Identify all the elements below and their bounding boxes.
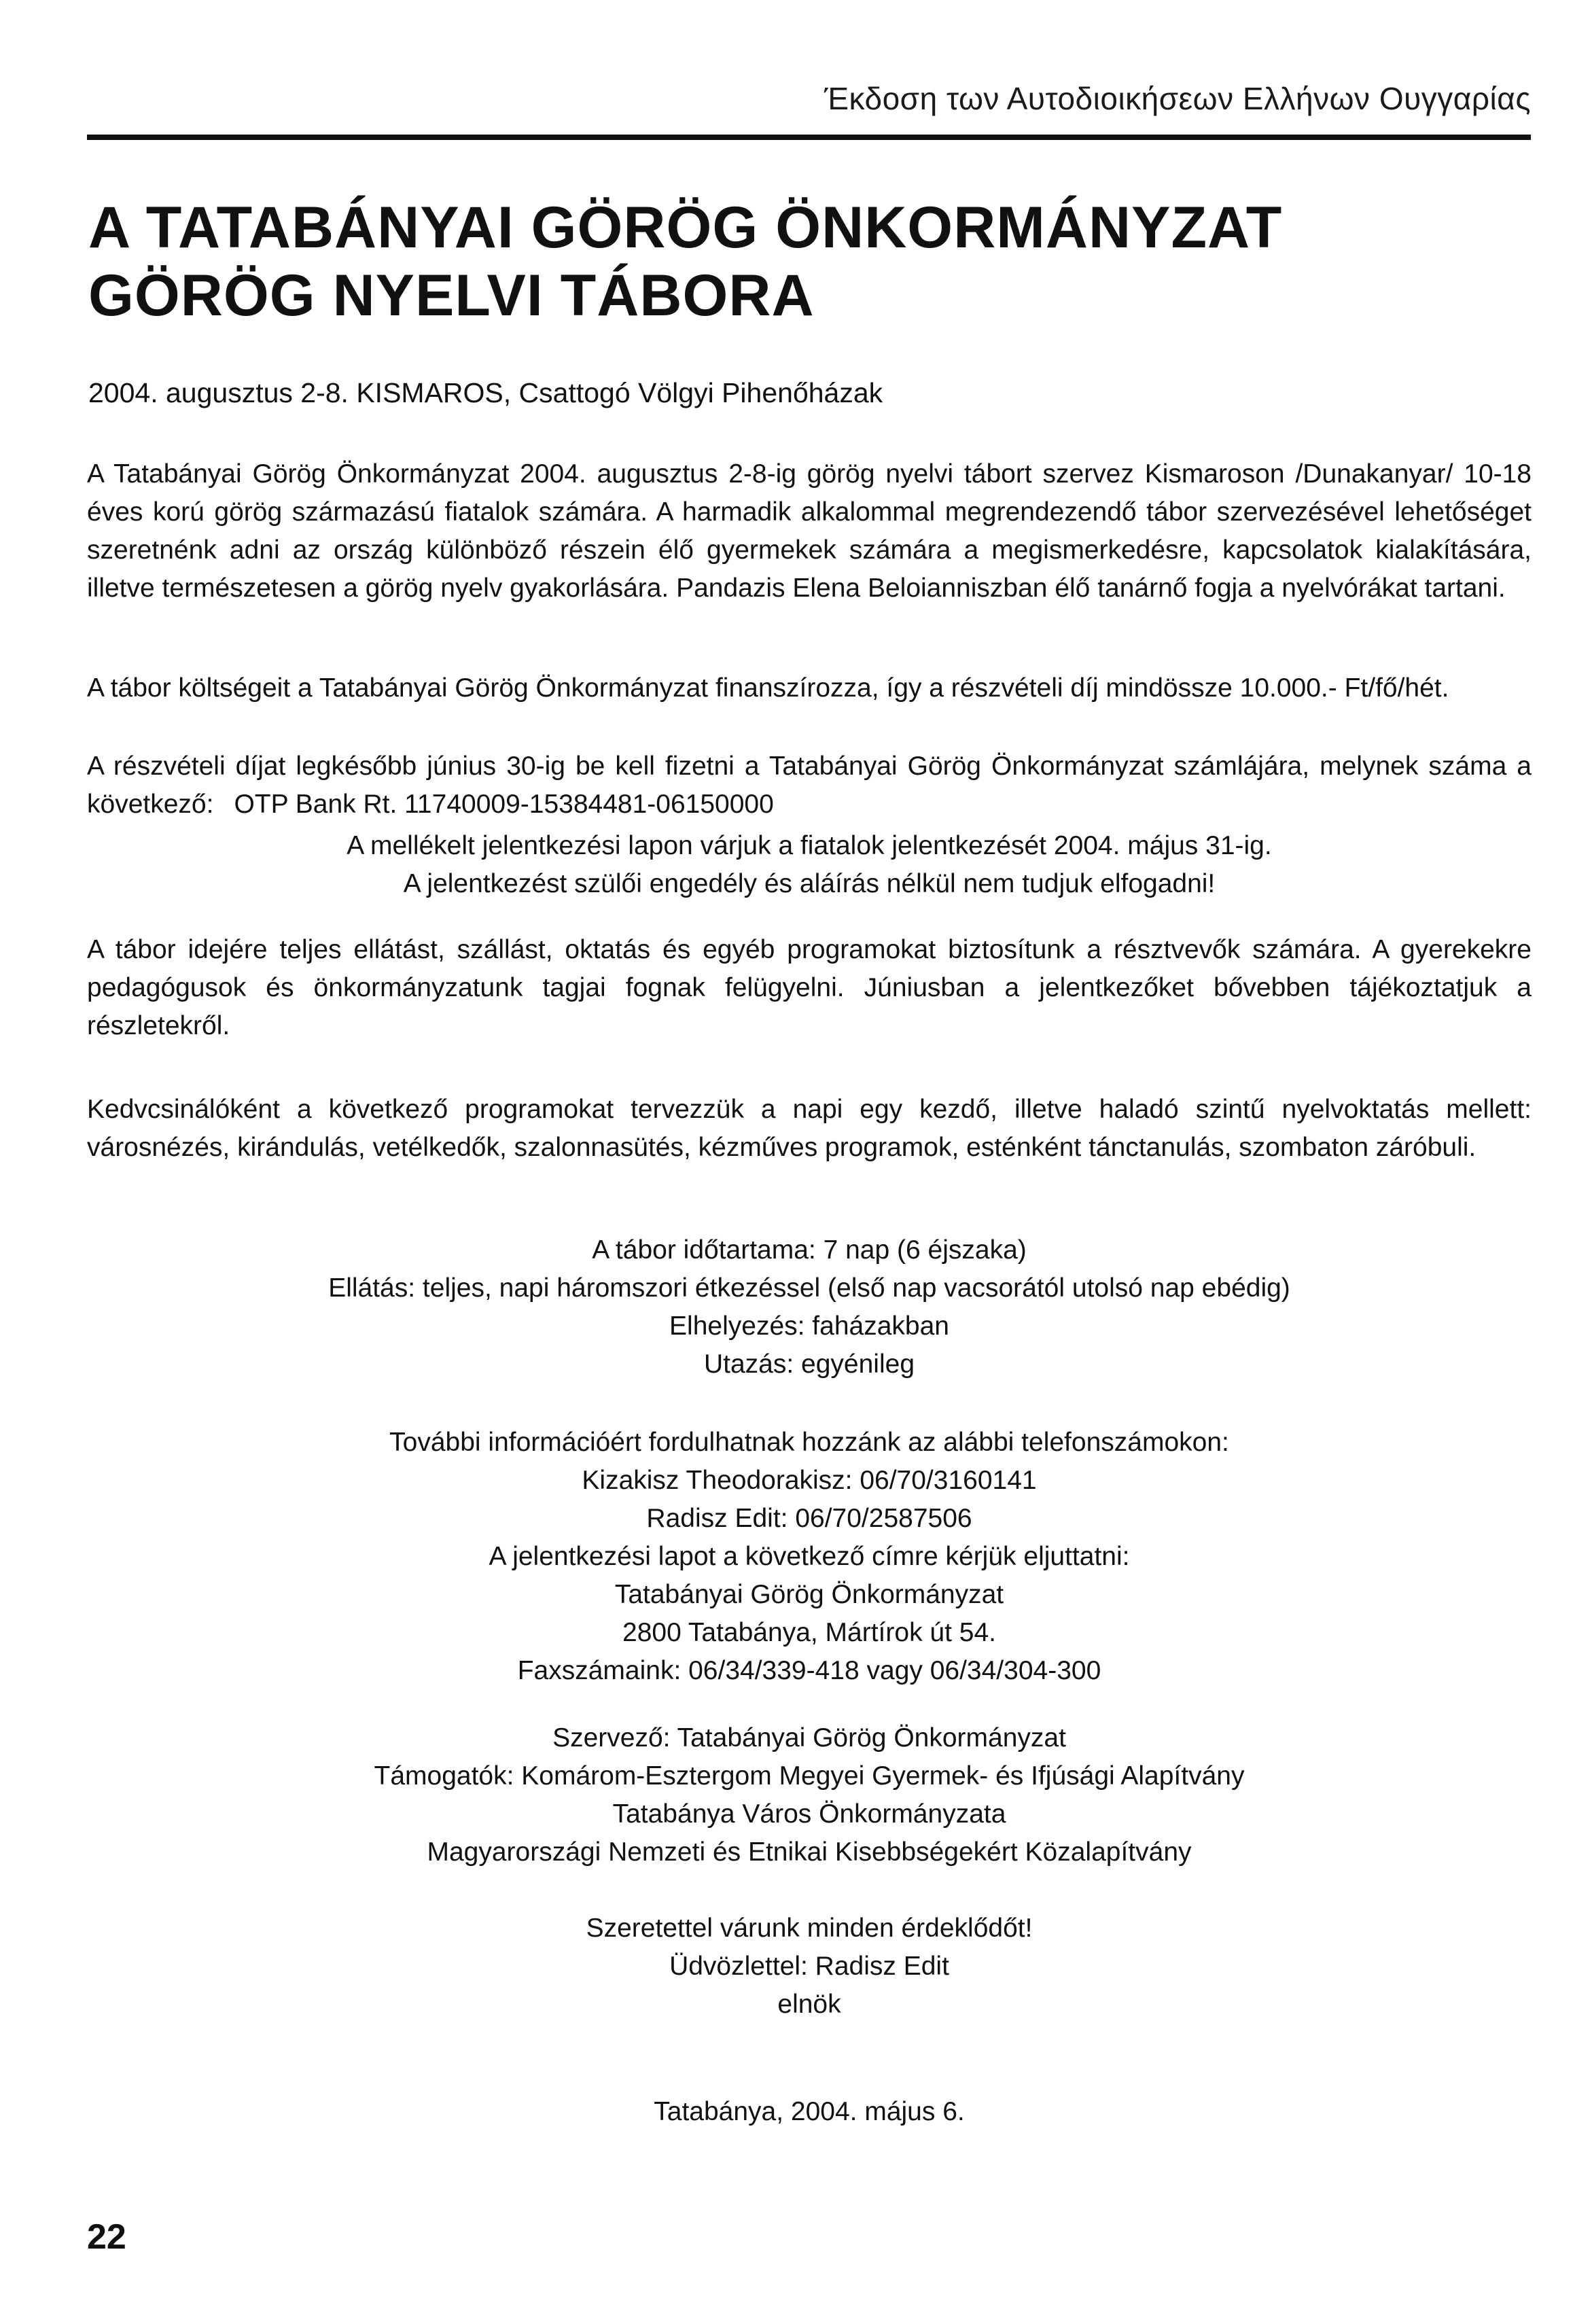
costs-text: A tábor költségeit a Tatabányai Görög Önkormányzat finanszírozza, így a részvételi díj mindössze 10.000.- Ft/fő/hét. <box>87 673 1449 703</box>
payment-block <box>87 747 1532 824</box>
programs-paragraph <box>87 1091 1532 1167</box>
bank-account: OTP Bank Rt. 11740009-15384481-06150000 <box>234 790 774 819</box>
running-header: Έκδοση των Αυτοδιοικήσεων Ελλήνων Ουγγαρίας <box>824 81 1531 116</box>
contact-org: Tatabányai Görög Önkormányzat <box>614 1580 1004 1609</box>
intro-text: A Tatabányai Görög Önkormányzat 2004. augusztus 2-8-ig görög nyelvi tábort szervez Kismaroson /Dunakanyar/ 10-18 éves korú görög származású fiatalok számára. A harmadik alkalommal megrendezendő tábor szervezésével lehetőséget szeretnénk adni az ország különböző részein élő gyermekek számára a megismerkedésre, kapcsolatok kialakítására, illetve természetesen a görög nyelv gyakorlására. Pandazis Elena Beloianniszban élő tanárnő fogja a nyelvórákat tartani. <box>87 459 1532 603</box>
sponsors-block <box>87 1719 1532 1871</box>
intro-paragraph <box>87 455 1532 608</box>
payment-paragraph <box>87 747 1532 824</box>
title-line-1: A TATABÁNYAI GÖRÖG ÖNKORMÁNYZAT <box>88 195 1283 260</box>
registration-line-1: A mellékelt jelentkezési lapon várjuk a fiatalok jelentkezését 2004. május 31-ig. <box>347 831 1272 860</box>
programs-text: Kedvcsinálóként a következő programokat tervezzük a napi egy kezdő, illetve haladó szintű nyelvoktatás mellett: városnézés, kirándulás, vetélkedők, szalonnasütés, kézműves programok, esténként tánctanulás, szombaton záróbuli. <box>87 1095 1532 1162</box>
contact-phone-2: Radisz Edit: 06/70/2587506 <box>646 1504 972 1533</box>
place-date-text: Tatabánya, 2004. május 6. <box>654 2097 965 2126</box>
organizer-line: Szervező: Tatabányai Görög Önkormányzat <box>552 1723 1066 1753</box>
costs-paragraph <box>87 669 1532 707</box>
closing-block <box>87 1909 1532 2024</box>
registration-line-2: A jelentkezést szülői engedély és aláírás nélkül nem tudjuk elfogadni! <box>403 869 1216 898</box>
supporter-line-2: Tatabánya Város Önkormányzata <box>612 1799 1006 1829</box>
contact-phone-1: Kizakisz Theodorakisz: 06/70/3160141 <box>582 1466 1037 1495</box>
dateline: 2004. augusztus 2-8. KISMAROS, Csattogó Völgyi Pihenőházak <box>88 377 883 408</box>
provision-text: A tábor idejére teljes ellátást, szállást, oktatás és egyéb programokat biztosítunk a résztvevők számára. A gyerekekre pedagógusok és önkormányzatunk tagjai fognak felügyelni. Júniusban a jelentkezőket bővebben tájékoztatjuk a részletekről. <box>87 935 1532 1040</box>
registration-notice <box>87 827 1532 903</box>
meals-line: Ellátás: teljes, napi háromszori étkezéssel (első nap vacsorától utolsó nap ebédig) <box>328 1273 1290 1303</box>
closing-role: elnök <box>777 1990 841 2019</box>
contact-address: 2800 Tatabánya, Mártírok út 54. <box>622 1618 996 1647</box>
page-title <box>88 194 1282 330</box>
contact-send-to: A jelentkezési lapot a következő címre kérjük eljuttatni: <box>489 1542 1130 1571</box>
closing-regards: Üdvözlettel: Radisz Edit <box>669 1952 949 1981</box>
contact-fax: Faxszámaink: 06/34/339-418 vagy 06/34/304-300 <box>517 1656 1101 1685</box>
provision-paragraph <box>87 931 1532 1045</box>
camp-details <box>87 1231 1532 1384</box>
contact-intro: További információért fordulhatnak hozzánk az alábbi telefonszámokon: <box>389 1428 1229 1457</box>
place-date <box>87 2093 1532 2131</box>
header-rule <box>87 135 1531 140</box>
page-number: 22 <box>87 2217 126 2257</box>
supporter-line-1: Támogatók: Komárom-Esztergom Megyei Gyermek- és Ifjúsági Alapítvány <box>374 1761 1245 1791</box>
duration-line: A tábor időtartama: 7 nap (6 éjszaka) <box>592 1235 1027 1265</box>
payment-text: A részvételi díjat legkésőbb június 30-ig be kell fizetni a Tatabányai Görög Önkormányzat számlájára, melynek száma a következő: <box>87 752 1532 819</box>
supporter-line-3: Magyarországi Nemzeti és Etnikai Kisebbségekért Közalapítvány <box>427 1837 1192 1867</box>
travel-line: Utazás: egyénileg <box>703 1350 915 1379</box>
lodging-line: Elhelyezés: faházakban <box>669 1311 949 1341</box>
title-line-2: GÖRÖG NYELVI TÁBORA <box>88 263 815 328</box>
closing-welcome: Szeretettel várunk minden érdeklődőt! <box>586 1914 1033 1943</box>
contact-block <box>87 1424 1532 1690</box>
